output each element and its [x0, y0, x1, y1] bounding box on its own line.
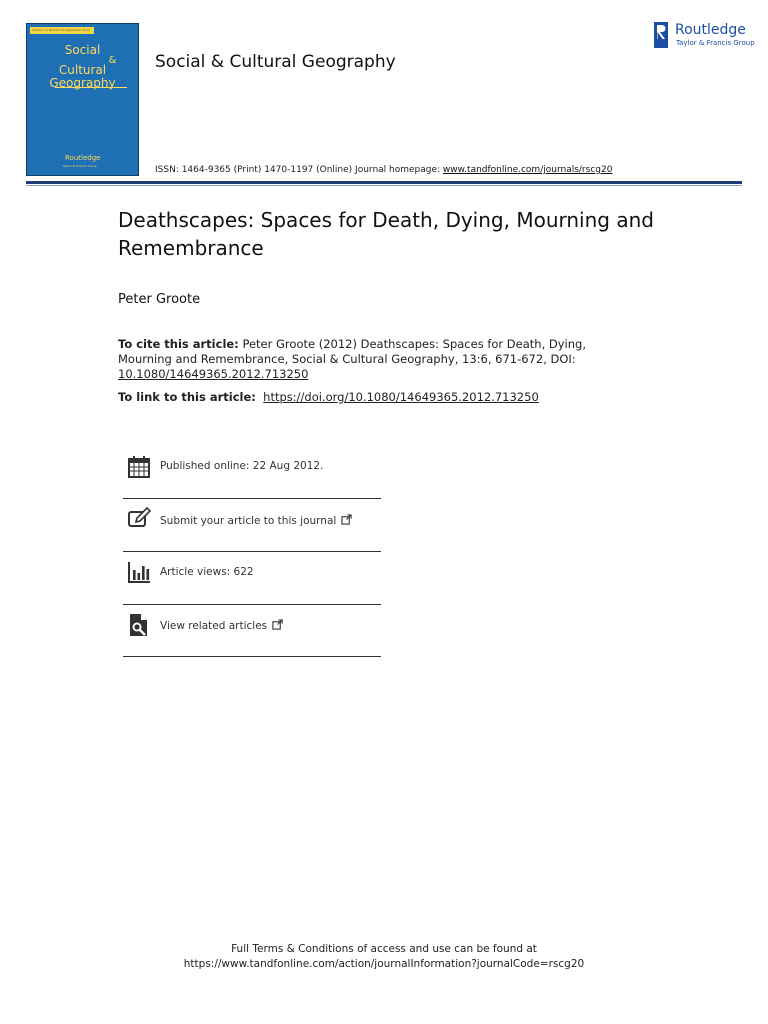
footer [0, 942, 768, 972]
related-label[interactable] [160, 619, 283, 632]
article-author: Peter Groote [118, 292, 201, 307]
views-row [123, 560, 381, 605]
routledge-r-icon [654, 22, 668, 48]
journal-title: Social & Cultural Geography [155, 52, 396, 72]
search-document-icon [127, 613, 151, 637]
cover-title-line: Social [64, 43, 101, 57]
header-rule-thin [26, 185, 742, 186]
journal-homepage-link[interactable]: www.tandfonline.com/journals/rscg20 [442, 165, 613, 175]
article-doi-link[interactable]: https://doi.org/10.1080/14649365.2012.713250 [263, 390, 539, 404]
issn-line [155, 165, 612, 175]
row-divider [123, 656, 381, 657]
row-divider [123, 498, 381, 499]
journal-cover [26, 23, 139, 176]
cover-title-line: Cultural [58, 63, 107, 77]
calendar-icon [127, 455, 151, 479]
article-link-block [118, 390, 539, 404]
footer-terms: Full Terms & Conditions of access and use can be found at [231, 943, 537, 955]
bar-chart-icon [127, 560, 151, 584]
header-rule [26, 181, 742, 184]
cite-doi-link[interactable]: 10.1080/14649365.2012.713250 [118, 367, 309, 381]
related-row[interactable] [123, 613, 381, 657]
footer-url[interactable]: https://www.tandfonline.com/action/journalInformation?journalCode=rscg20 [183, 958, 585, 970]
routledge-subtitle: Taylor & Francis Group [676, 39, 755, 47]
row-divider [123, 551, 381, 552]
submit-text: Submit your article to this journal [160, 515, 337, 527]
external-link-icon [341, 514, 352, 525]
routledge-name: Routledge [675, 22, 746, 38]
row-divider [123, 604, 381, 605]
published-row [123, 455, 381, 499]
submit-label[interactable] [160, 514, 352, 527]
external-link-icon [272, 619, 283, 630]
issn-text: ISSN: 1464-9365 (Print) 1470-1197 (Online) Journal homepage: [155, 165, 443, 175]
cite-text: Peter Groote (2012) Deathscapes: Spaces for Death, Dying, Mourning and Remembrance, Social & Cultural Geography, 13:6, 671-672, DOI: [118, 337, 586, 366]
edit-icon [127, 507, 151, 531]
cover-publisher-sub: Taylor & Francis Group [63, 164, 97, 168]
submit-row[interactable] [123, 507, 381, 552]
cover-issue-strip: Volume 13 Number 6 September 2012 [30, 27, 94, 34]
routledge-logo[interactable] [654, 22, 754, 50]
cover-title-line: Geography [49, 76, 116, 90]
link-label: To link to this article: [118, 390, 256, 404]
article-title: Deathscapes: Spaces for Death, Dying, Mourning and Remembrance [118, 208, 654, 260]
views-count: Article views: 622 [160, 566, 254, 578]
citation-block [118, 337, 598, 382]
routledge-mark-icon [654, 22, 668, 48]
cover-publisher: Routledge [65, 154, 101, 162]
cite-label: To cite this article: [118, 337, 239, 351]
published-date: Published online: 22 Aug 2012. [160, 460, 324, 472]
related-text: View related articles [160, 620, 268, 632]
cover-title-line: & [108, 55, 117, 66]
